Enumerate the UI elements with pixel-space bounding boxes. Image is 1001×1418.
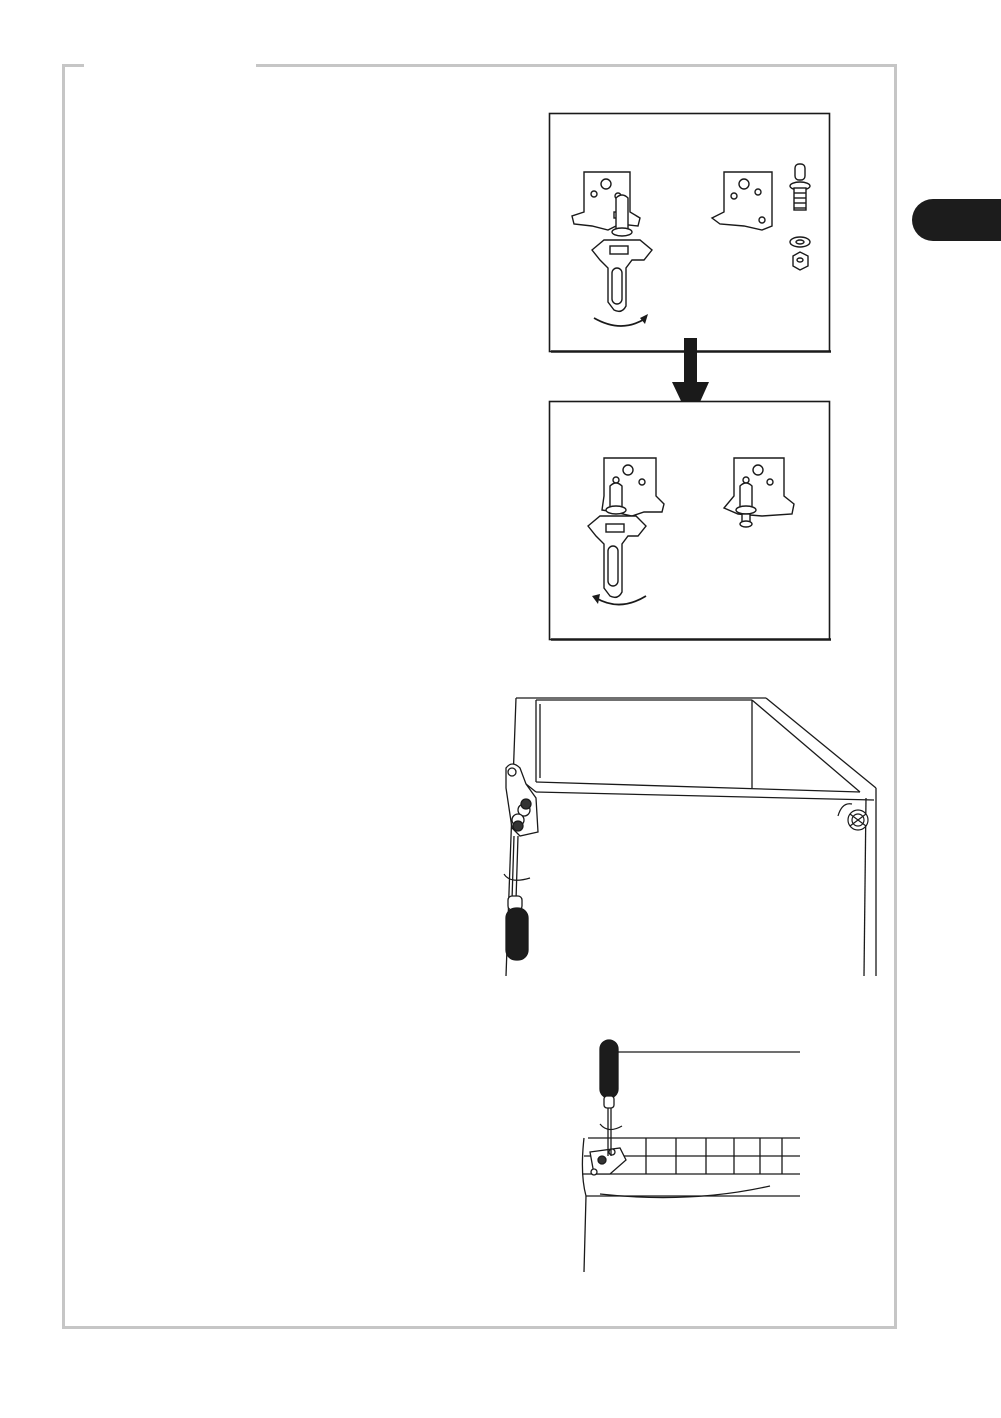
hinge-bracket-right bbox=[724, 458, 794, 516]
section-tab bbox=[912, 199, 1001, 241]
cabinet-top-figure bbox=[490, 688, 885, 982]
knurled-screw bbox=[848, 810, 868, 830]
nut bbox=[793, 252, 808, 270]
frame-header-gap bbox=[84, 60, 256, 69]
washer bbox=[790, 237, 810, 247]
lower-hinge-figure bbox=[570, 1034, 806, 1274]
hinge-pin-reinstall-figure bbox=[548, 400, 833, 643]
hinge-pin-removal-figure bbox=[548, 112, 833, 355]
screwdriver bbox=[506, 836, 528, 960]
